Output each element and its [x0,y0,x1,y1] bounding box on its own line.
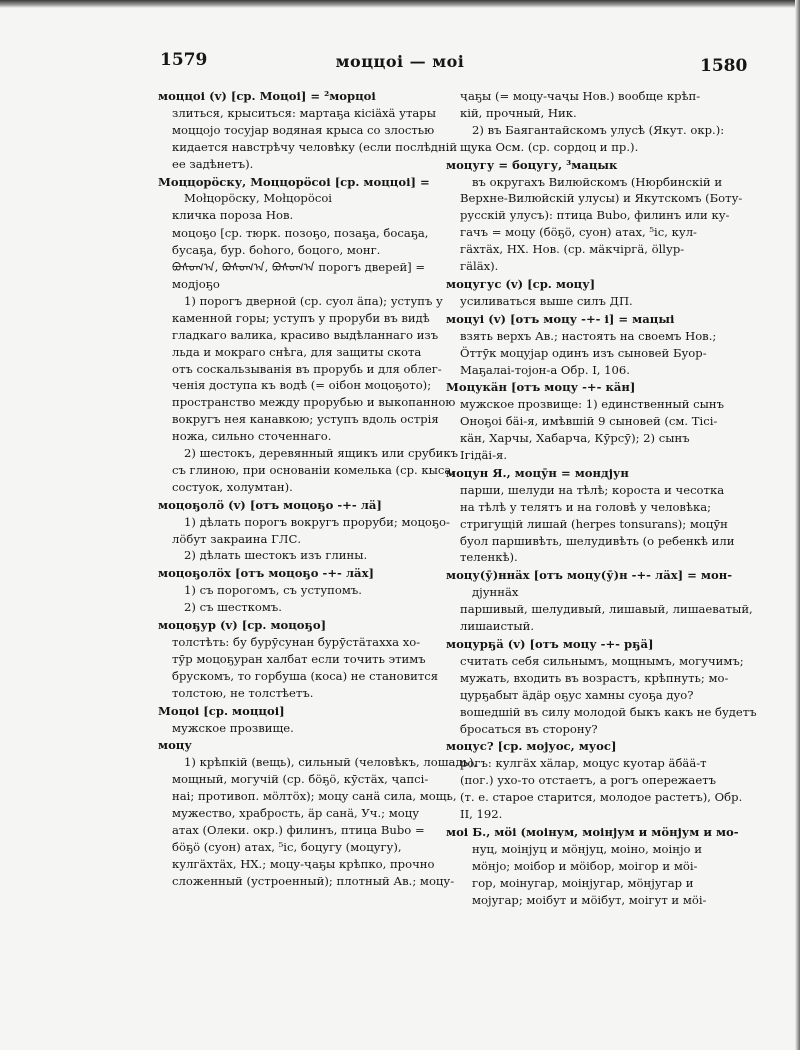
entry-text-line: бусаҕа, бур. боһого, боцого, монг. [172,243,381,258]
entry-text-line: ее задѣнетъ). [172,156,254,171]
page-header [0,50,800,80]
dictionary-entry [446,636,757,737]
scan-top-edge [0,0,800,8]
entry-text-line: 2) въ Баягантайскомъ улусѣ (Якут. окр.): [472,122,725,137]
entry-text-line: Маҕалаі-тојон-а Обр. I, 106. [460,362,630,377]
entry-text-line: гладкаго валика, красиво выдѣланнаго изъ [172,327,439,342]
entry-text-line: усиливаться выше силъ ДП. [460,293,633,308]
entry-text-line: Верхне-Вилюйскій улусы) и Якутскомъ (Боту- [460,191,743,206]
entry-headword-line: моццоі (v) [ср. Моцоі] = ²морцоі [158,89,376,103]
entry-text-line: моццојо тосујар водяная крыса со злостью [172,122,435,137]
entry-headword-line: моцурҕä (v) [отъ моцу -+- рҕä] [446,637,654,651]
entry-text-line: вошедшій въ силу молодой быкъ какъ не будетъ [460,704,757,719]
entry-headword-line: Моцукäн [отъ моцу -+- кäн] [446,380,636,395]
entry-text-line: Ігідäі-я. [460,448,508,463]
scan-right-edge [795,0,800,1050]
dictionary-entry [158,703,444,737]
entry-headword-line: Моццорöску, Моццорöсоі [ср. моццоі] = [158,174,430,189]
entry-text-line: считать себя сильнымъ, мощнымъ, могучимъ; [460,653,744,668]
entry-text-line: состуок, холумтан). [172,479,293,494]
entry-text-line: сложенный (устроенный); плотный Ав.; моцу- [172,873,455,888]
entry-text-line: взять верхъ Ав.; настоять на своемъ Нов.; [460,328,717,343]
entry-text-line: кличка пороза Нов. [172,208,294,223]
entry-text-line: брускомъ, то горбуша (коса) не становится [172,668,439,683]
entry-text-line: (т. е. старое старится, молодое растетъ), Обр. [460,790,743,805]
entry-text-line: Моłцорöску, Моłцорöсоі [184,191,333,206]
entry-text-line: теленкѣ). [460,550,518,565]
entry-text-line: ченія доступа къ водѣ (= оібон моцоҕото); [172,378,432,393]
entry-text-line: II, 192. [460,807,503,822]
dictionary-entry [446,824,746,909]
entry-text-line: бöҕö (суон) атах, ⁵іс, боцугу (моцугу), [172,839,402,854]
entry-text-line: 2) дѣлать шестокъ изъ глины. [184,548,368,563]
entry-text-line: (пог.) ухо-то отстаетъ, а рогъ опережаетъ [460,773,716,788]
entry-text-line: 2) съ шесткомъ. [184,600,282,615]
dictionary-entry [446,465,746,566]
entry-text-line: кäн, Харчы, Хабарча, Кӯрсӯ); 2) сынъ [460,431,690,446]
entry-text-line: 2) шестокъ, деревянный ящикъ или срубикъ [184,446,459,461]
entry-text-line: ҷаҕы (= моцу-чаҷы Нов.) вообще крѣп- [460,89,701,103]
dictionary-entry [446,276,746,310]
dictionary-entry [158,88,458,173]
dictionary-entry [446,157,746,275]
entry-text-line: дјуннäх [472,585,519,600]
dictionary-entry [446,379,746,464]
entry-text-line: рогъ: кулгäх хäлар, моцус куотар äбää-т [460,756,707,771]
running-title: моццоі — моі [335,52,465,71]
dictionary-entry [446,88,746,156]
entry-text-line: ножа, сильно сточеннаго. [172,429,332,444]
entry-text-line: нуц, моінјуц и мöнјуц, моіно, моінјо и [472,841,702,856]
entry-text-line: щука Осм. (ср. сордоц и пр.). [460,139,639,154]
right-column [446,88,757,910]
entry-text-line: русскій улусъ): птица Bubo, филинъ или ку- [460,208,730,223]
entry-headword-line: моцу [158,738,192,753]
entry-text-line: бросаться въ сторону? [460,721,598,736]
entry-text-line: 1) порогъ дверной (ср. суол äпа); уступъ у [184,293,443,308]
entry-headword-line: моі Б., мöі (моінум, моінјум и мöнјум и мо- [446,824,739,839]
entry-text-line: ᠪᠣᠰᠤᠭ᠎ᠠ, ᠪᠣᠰᠤᠭ᠎ᠠ, ᠪᠣᠰᠤᠭ᠎ᠠ порогъ дверей] = [172,260,426,275]
entry-headword-line: моцу(ӯ)ннäх [отъ моцу(ӯ)н -+- лäх] = мон- [446,568,732,583]
dictionary-entry [446,738,746,823]
entry-headword-line: моцуі (v) [отъ моцу -+- і] = мацыі [446,311,675,326]
entry-text-line: атах (Олеки. окр.) филинъ, птица Bubo = [172,822,425,837]
dictionary-entry [158,225,459,496]
dictionary-entry [158,565,444,616]
entry-text-line: цурҕабыт äдäр оҕус хамны суоҕа дуо? [460,687,694,702]
entry-headword-line: моцоҕолö (v) [отъ моцоҕо -+- лä] [158,497,382,512]
entry-text-line: въ округахъ Вилюйскомъ (Нюрбинскій и [472,174,723,189]
entry-text-line: Оноҕоі бäі-я, имѣвшій 9 сыновей (см. Тісі- [460,414,718,429]
entry-text-line: 1) крѣпкій (вещь), сильный (человѣкъ, лошадь), [184,755,478,770]
entry-text-line: мощный, могучій (ср. бöҕö, кӯстäх, ҷапсі- [172,772,429,787]
entry-text-line: стригущій лишай (herpes tonsurans); моцӯн [460,516,728,531]
entry-headword-line: моцоҕолöх [отъ моцоҕо -+- лäх] [158,566,374,581]
entry-text-line: наі; противоп. мöлтöх); моцу санä сила, мощь, [172,789,457,804]
entry-headword-line: Моцоі [ср. моццоі] [158,703,285,718]
entry-headword-line: моцун Я., моцӯн = мондјун [446,465,629,480]
entry-text-line: тӯр моцоҕуран халбат если точить этимъ [172,651,426,666]
entry-text-line: злиться, крыситься: мартаҕа кісіäхä утары [172,105,436,120]
entry-text-line: 1) дѣлать порогъ вокругъ проруби; моцоҕо- [184,514,450,529]
entry-text-line: мужское прозвище. [172,720,294,735]
dictionary-entry [158,497,450,565]
entry-text-line: гачъ = моцу (бöҕö, суон) атах, ⁵іс, кул- [460,225,697,240]
dictionary-entry [158,737,478,889]
dictionary-entry [158,617,444,702]
dictionary-entry [158,174,444,225]
entry-text-line: буол паршивѣть, шелудивѣть (о ребенкѣ или [460,533,735,548]
entry-text-line: мужать, входить въ возрастъ, крѣпнуть; мо- [460,670,729,685]
entry-text-line: каменной горы; уступъ у проруби въ видѣ [172,310,430,325]
entry-text-line: съ глиною, при основаніи комелька (ср. кыса, [172,462,455,477]
entry-headword-line: моцугу = боцугу, ³мацык [446,157,618,172]
entry-text-line: кулгäхтäх, НХ.; моцу-ҷаҕы крѣпко, прочно [172,856,435,871]
entry-text-line: мöнјо; моібор и мöібор, моігор и мöі- [472,858,698,873]
left-column [158,88,478,891]
entry-text-line: модјоҕо [172,276,220,291]
entry-text-line: 1) съ порогомъ, съ уступомъ. [184,583,362,598]
entry-text-line: вокругъ нея канавкою; уступъ вдоль острія [172,412,439,427]
entry-text-line: кидается навстрѣчу человѣку (если послѣдній [172,139,458,154]
entry-text-line: гор, моінугар, моінјугар, мöнјугар и [472,875,694,890]
entry-text-line: льда и мокраго снѣга, для защиты скота [172,344,422,359]
entry-text-line: паршивый, шелудивый, лишавый, лишаеватый, [460,602,753,617]
page-number-right: 1580 [700,56,748,76]
entry-text-line: мужское прозвище: 1) единственный сынъ [460,397,724,412]
entry-text-line: гäläх). [460,259,499,274]
entry-text-line: лöбут закраина ГЛС. [172,531,302,546]
entry-text-line: толстою, не толстѣетъ. [172,685,314,700]
entry-headword-line: моцугус (v) [ср. моцу] [446,276,596,291]
entry-text-line: лишаистый. [460,619,535,634]
entry-text-line: мојугар; моібут и мöібут, моігут и мöі- [472,892,707,907]
entry-text-line: Öттӯк моцујар одинъ изъ сыновей Буор- [460,345,707,360]
entry-text-line: пространство между прорубью и выкопанною [172,395,456,410]
entry-text-line: на тѣлѣ у телятъ и на головѣ у человѣка; [460,499,712,514]
entry-text-line: мужество, храбрость, äр санä, Уч.; моцу [172,806,420,821]
entry-headword-line: моцоҕур (v) [ср. моцоҕо] [158,618,327,633]
dictionary-entry [446,567,753,635]
page-number-left: 1579 [160,50,208,70]
entry-text-line: кій, прочный, Ник. [460,105,577,120]
entry-text-line: толстѣть: бу бурӯсунан бурӯстäтахха хо- [172,635,421,649]
entry-text-line: гäхтäх, НХ. Нов. (ср. мäкчіргä, öllур- [460,242,685,257]
entry-text-line: моцоҕо [ср. тюрк. позоҕо, позаҕа, босаҕа, [172,226,429,241]
entry-text-line: отъ соскальзыванія въ прорубь и для облег- [172,361,442,376]
entry-headword-line: моцус? [ср. мојуос, муос] [446,739,617,754]
entry-text-line: парши, шелуди на тѣлѣ; короста и чесотка [460,482,725,497]
dictionary-entry [446,311,746,379]
